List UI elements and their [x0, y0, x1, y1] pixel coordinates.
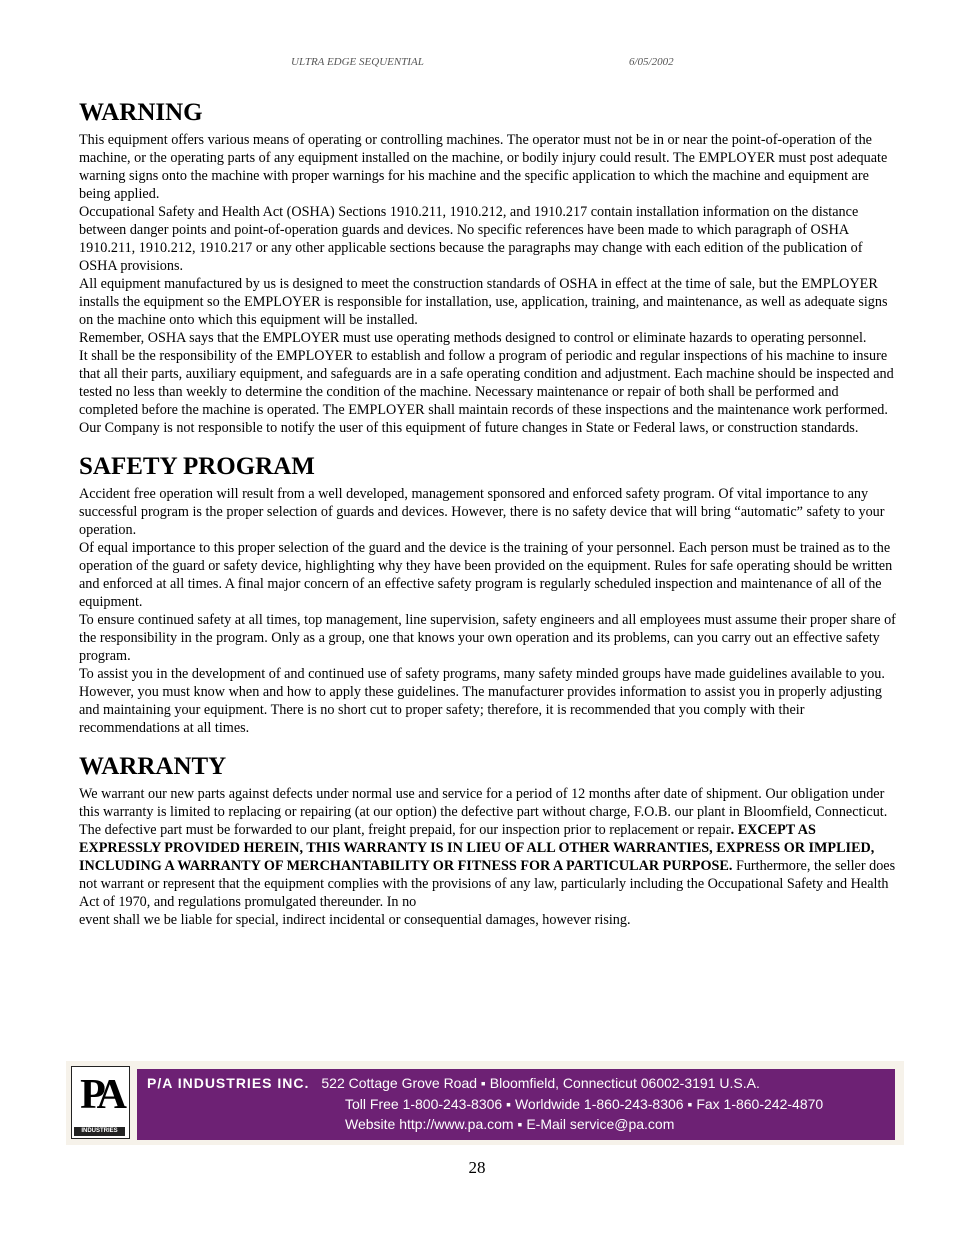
company-name: P/A INDUSTRIES INC.	[147, 1075, 310, 1091]
warranty-heading: WARRANTY	[79, 753, 227, 780]
safety-paragraph: Accident free operation will result from a well developed, management sponsored and enforced safety program. Of vital importance to any successful program is the proper selection of guards and devices. However, there is no safety device that will bring “automatic” safety to your operation.	[79, 486, 885, 538]
warning-paragraph: It shall be the responsibility of the EMPLOYER to establish and follow a program of periodic and regular inspections of his machine to insure that all their parts, auxiliary equipment, and safeguards are in a safe operating condition and adjustment. Each machine should be inspected and tested no less than weekly to determine the condition of the machine. Necessary maintenance or repair of both shall be performed and completed before the machine is operated. The EMPLOYER shall maintain records of these inspections and the maintenance work performed.	[79, 348, 894, 418]
warning-paragraph: This equipment offers various means of operating or controlling machines. The operator must not be in or near the point-of-operation of the machine, or the operating parts of any equipment installed on the machine, or bodily injury could result. The EMPLOYER must post adequate warning signs onto the machine with proper warnings for his machine and the specific application to which the machine and equipment are being applied.	[79, 132, 888, 202]
warranty-text-continued: Furthermore, the seller does not warrant or represent that the equipment complies with the provisions of any law, particularly including the Occupational Safety and Health Act of 1970, and regulations promulgated thereunder. In no	[79, 858, 896, 910]
header-date: 6/05/2002	[629, 56, 674, 68]
safety-paragraph: Of equal importance to this proper selection of the guard and the device is the training of your personnel. Each person must be trained as to the operation of the guard or safety device, highlighting why they have been provided on the equipment. Rules for safe operating should be written and enforced at all times. A final major concern of an effective safety program is regularly scheduled inspection and maintenance of all of the equipment.	[79, 540, 893, 610]
warning-heading: WARNING	[79, 99, 203, 126]
warning-paragraph: Occupational Safety and Health Act (OSHA) Sections 1910.211, 1910.212, and 1910.217 contain installation information on the distance between danger points and point-of-operation guards and devices. No specific references have been made to which paragraph of OSHA 1910.211, 1910.212, 1910.217 or any other applicable sections because the paragraphs may change with each edition of the publication of OSHA provisions.	[79, 204, 863, 274]
warranty-paragraph	[79, 785, 899, 911]
page-content	[79, 98, 899, 944]
warranty-section	[79, 752, 899, 929]
company-address: 522 Cottage Grove Road ▪ Bloomfield, Connecticut 06002-3191 U.S.A.	[321, 1075, 760, 1091]
warning-section	[79, 98, 899, 437]
warning-paragraph: Remember, OSHA says that the EMPLOYER must use operating methods designed to control or eliminate hazards to operating personnel.	[79, 330, 867, 346]
contact-line-address	[147, 1075, 760, 1091]
warranty-paragraph-end: event shall we be liable for special, indirect incidental or consequential damages, however rising.	[79, 912, 631, 928]
safety-paragraph: To assist you in the development of and continued use of safety programs, many safety minded groups have made guidelines available to you. However, you must know when and how to apply these guidelines. The manufacturer provides information to assist you in properly adjusting and maintaining your equipment. There is no short cut to proper safety; therefore, it is recommended that you comply with their recommendations at all times.	[79, 666, 885, 736]
page-number: 28	[468, 1158, 486, 1177]
company-footer-banner	[66, 1061, 904, 1145]
logo-subtext: INDUSTRIES	[74, 1127, 125, 1136]
safety-program-section	[79, 452, 899, 737]
header-doc-title: ULTRA EDGE SEQUENTIAL	[291, 56, 424, 68]
contact-web-email: Website http://www.pa.com ▪ E-Mail service@pa.com	[345, 1116, 675, 1132]
warning-paragraph: All equipment manufactured by us is designed to meet the construction standards of OSHA in effect at the time of sale, but the EMPLOYER installs the equipment so the EMPLOYER is responsible for installation, use, application, training, and maintenance, as well as adequate signs on the machine onto which this equipment will be installed.	[79, 276, 888, 328]
pa-industries-logo	[71, 1066, 130, 1139]
contact-panel	[137, 1069, 895, 1140]
warranty-text: We warrant our new parts against defects under normal use and service for a period of 12 months after date of shipment. Our obligation under this warranty is limited to replacing or repairing (at our option) the defective part without charge, F.O.B. our plant in Bloomfield, Connecticut. The defective part must be forwarded to our plant, freight prepaid, for our inspection prior to replacement or repair	[79, 786, 888, 838]
contact-phones: Toll Free 1-800-243-8306 ▪ Worldwide 1-860-243-8306 ▪ Fax 1-860-242-4870	[345, 1096, 824, 1112]
warranty-disclaimer: . EXCEPT AS EXPRESSLY PROVIDED HEREIN, THIS WARRANTY IS IN LIEU OF ALL OTHER WARRANTIES, EXPRESS OR IMPLIED, INCLUDING A WARRANTY OF MERCHANTABILITY OR FITNESS FOR A PARTICULAR PURPOSE.	[79, 822, 875, 874]
logo-letters: PA	[80, 1072, 121, 1118]
safety-program-heading: SAFETY PROGRAM	[79, 453, 315, 480]
warning-paragraph: Our Company is not responsible to notify the user of this equipment of future changes in State or Federal laws, or construction standards.	[79, 420, 859, 436]
safety-paragraph: To ensure continued safety at all times, top management, line supervision, safety engineers and all employees must assume their proper share of the responsibility in the program. Only as a group, one that knows your own operation and its problems, can you carry out an effective safety program.	[79, 612, 896, 664]
